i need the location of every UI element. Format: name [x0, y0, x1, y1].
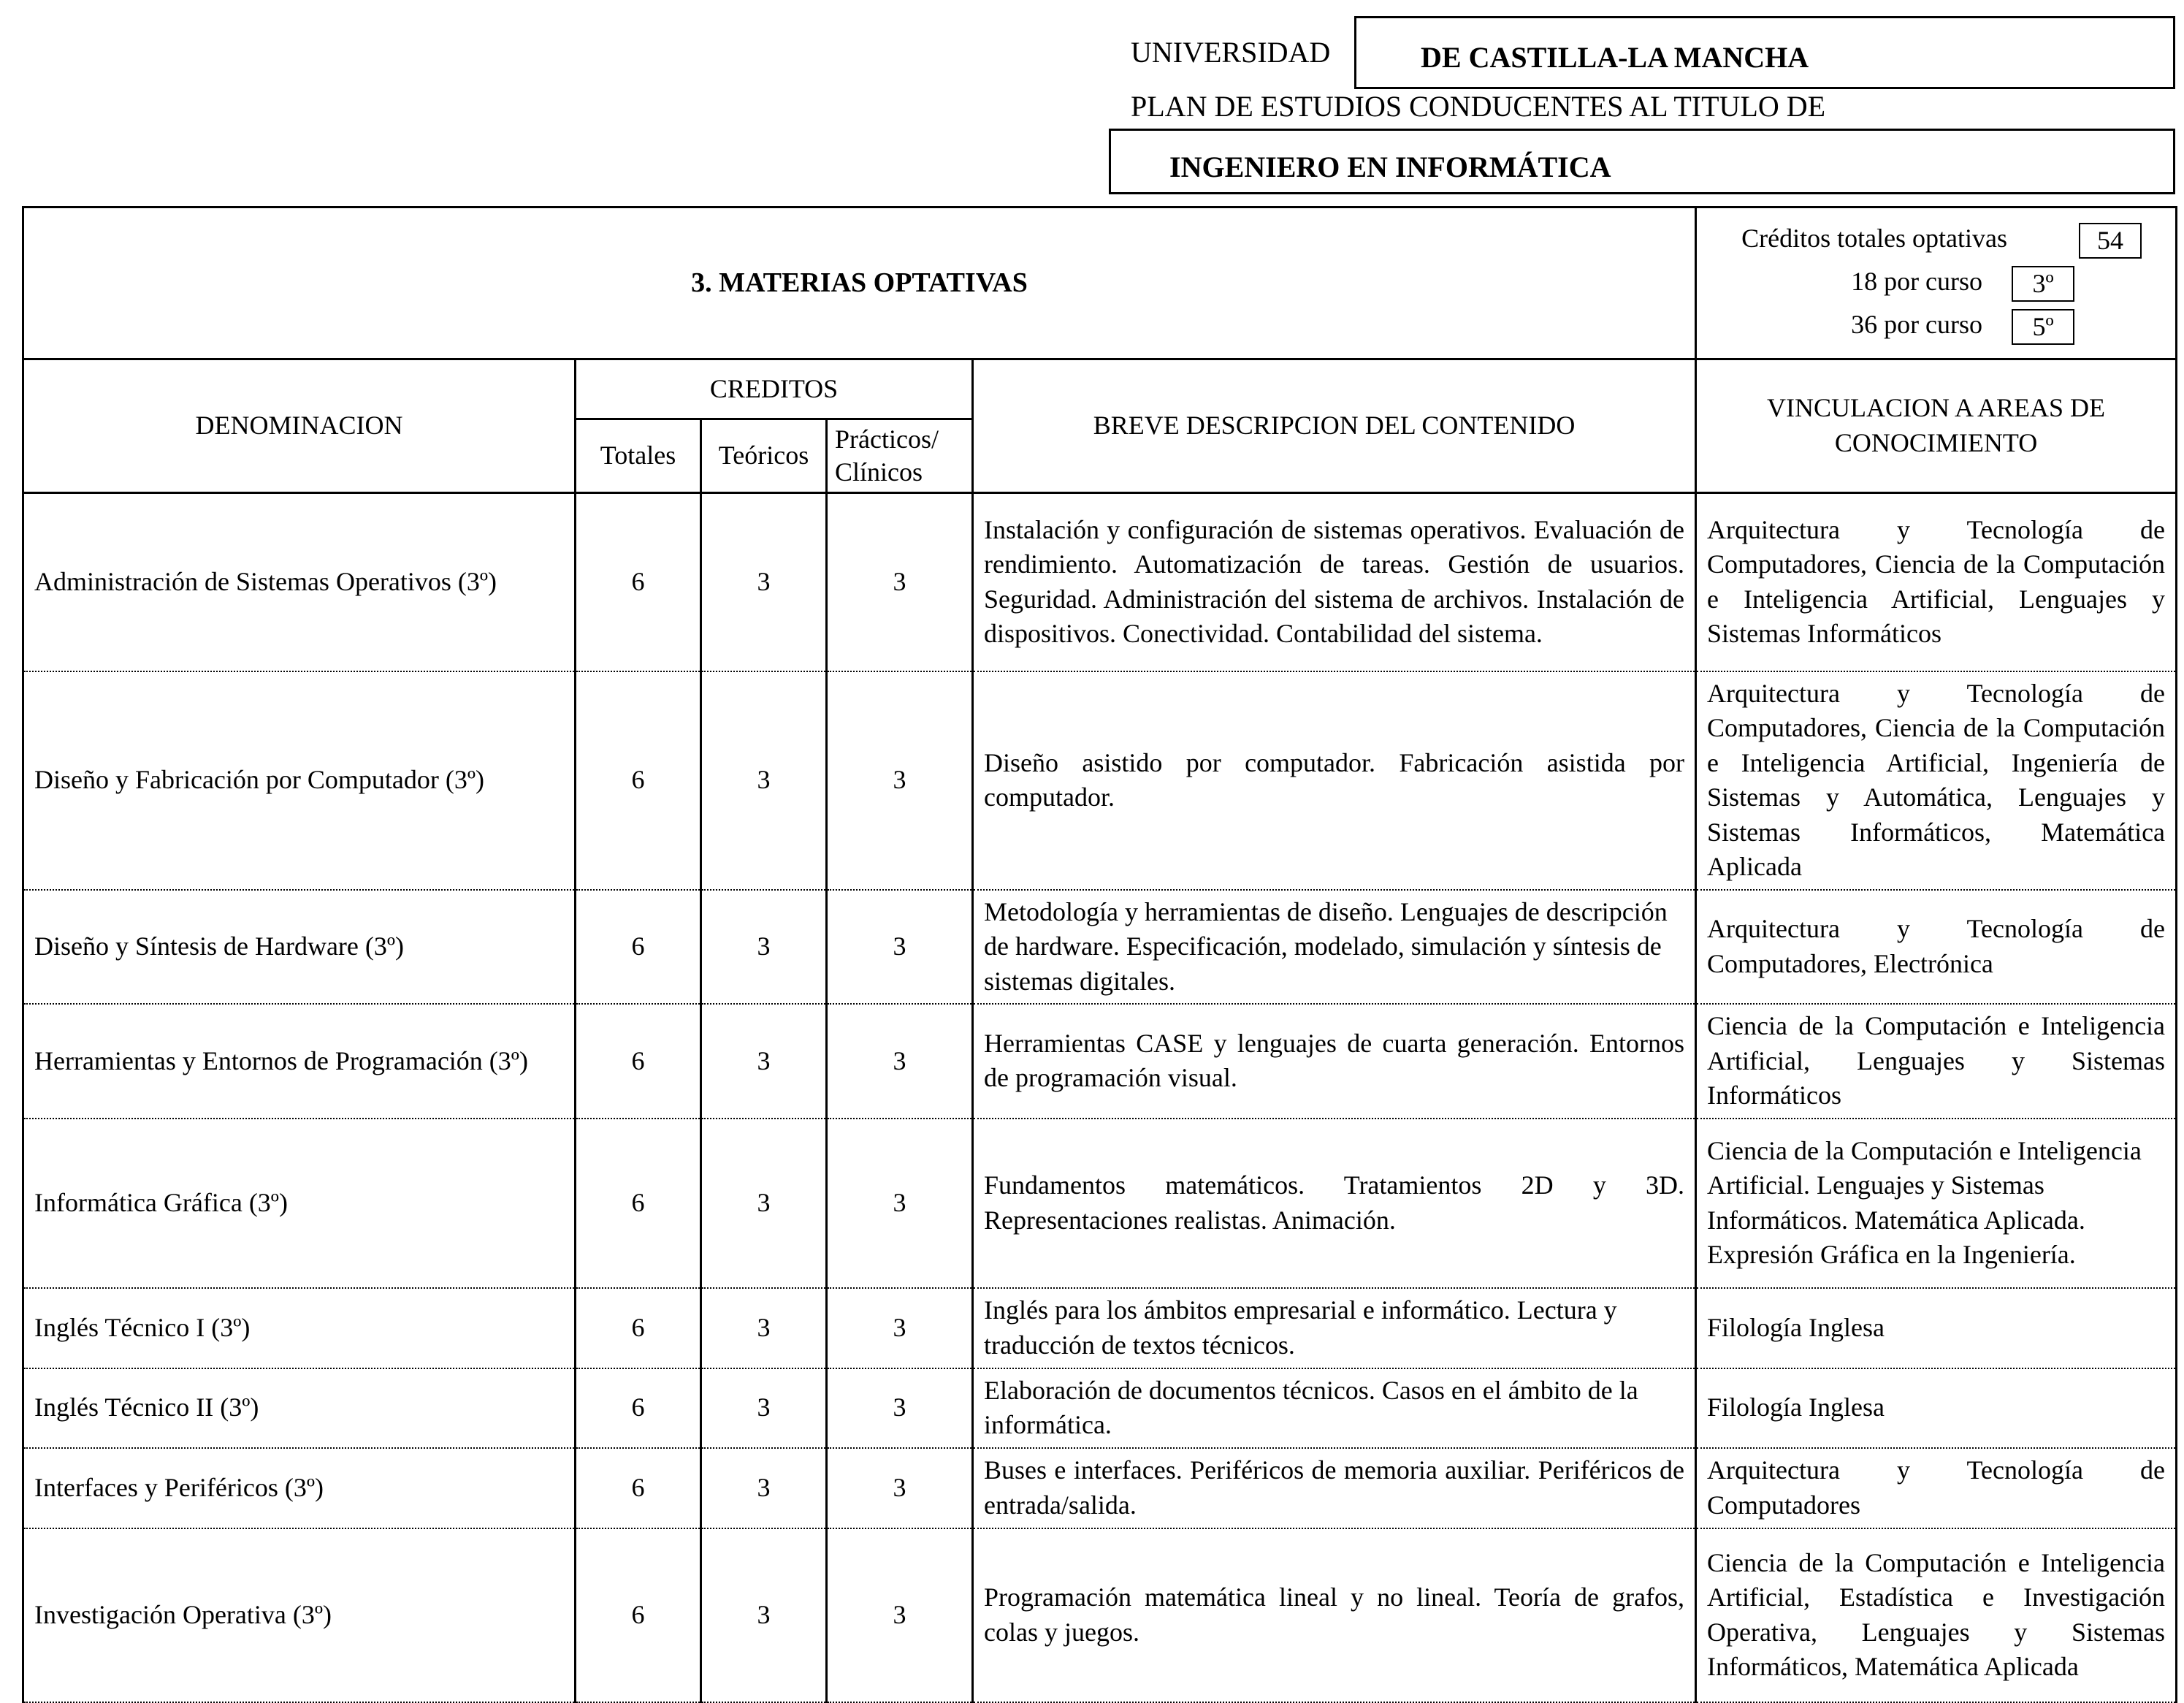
credits-theory: 3 — [701, 493, 827, 671]
university-label: UNIVERSIDAD — [1131, 36, 1331, 69]
credits-totals: 6 — [576, 1288, 701, 1368]
credits-practice: 3 — [827, 890, 973, 1005]
col-totals-header: Totales — [576, 419, 701, 493]
credits-theory: 3 — [701, 890, 827, 1005]
subject-name: Investigación Operativa (3º) — [23, 1528, 576, 1702]
table-row — [23, 1368, 2177, 1448]
subject-description: Buses e interfaces. Periféricos de memoria auxiliar. Periféricos de entrada/salida. — [973, 1448, 1696, 1528]
credits-practice: 3 — [827, 1288, 973, 1368]
credits-practice: 3 — [827, 1368, 973, 1448]
optional-credits-summary — [1696, 207, 2177, 359]
subject-name: Inglés Técnico I (3º) — [23, 1288, 576, 1368]
knowledge-areas: Arquitectura y Tecnología de Computadores, Ciencia de la Computación e Inteligencia Artificial, Ingeniería de Sistemas y Automática, Lenguajes y Sistemas Informáticos, Matemática Aplicada — [1696, 671, 2177, 890]
optional-subjects-table — [22, 206, 2177, 1703]
section-header-row — [23, 207, 2177, 359]
subject-name: Interfaces y Periféricos (3º) — [23, 1448, 576, 1528]
subject-description: Metodología y herramientas de diseño. Lenguajes de descripción de hardware. Especificación, modelado, simulación y síntesis de sistemas digitales. — [973, 890, 1696, 1005]
credits-theory: 3 — [701, 1528, 827, 1702]
knowledge-areas: Ciencia de la Computación e Inteligencia Artificial, Estadística e Investigación Operativa, Lenguajes y Sistemas Informáticos, Matemática Aplicada — [1696, 1528, 2177, 1702]
subject-name: Inglés Técnico II (3º) — [23, 1368, 576, 1448]
knowledge-areas: Filología Inglesa — [1696, 1368, 2177, 1448]
credits-practice: 3 — [827, 671, 973, 890]
col-practice-header: Prácticos/ Clínicos — [827, 419, 973, 493]
credits-totals: 6 — [576, 1004, 701, 1119]
degree-title: INGENIERO EN INFORMÁTICA — [1169, 151, 1611, 183]
subject-name: Diseño y Fabricación por Computador (3º) — [23, 671, 576, 890]
university-name-box — [1354, 16, 2175, 89]
credits-theory: 3 — [701, 1004, 827, 1119]
subject-description: Inglés para los ámbitos empresarial e informático. Lectura y traducción de textos técnicos. — [973, 1288, 1696, 1368]
subject-name: Herramientas y Entornos de Programación (3º) — [23, 1004, 576, 1119]
knowledge-areas: Arquitectura y Tecnología de Computadores, Electrónica — [1696, 890, 2177, 1005]
credits-totals: 6 — [576, 1119, 701, 1288]
subject-description: Instalación y configuración de sistemas operativos. Evaluación de rendimiento. Automatización de tareas. Gestión de usuarios. Seguridad. Administración del sistema de archivos. Instalación de dispositivos. Conectividad. Contabilidad del sistema. — [973, 493, 1696, 671]
col-theory-header: Teóricos — [701, 419, 827, 493]
credits-practice: 3 — [827, 1448, 973, 1528]
university-name: DE CASTILLA-LA MANCHA — [1421, 41, 1809, 74]
per-course-label-1: 18 por curso — [1851, 266, 1983, 296]
per-course-label-2: 36 por curso — [1851, 310, 1983, 340]
credits-totals: 6 — [576, 1368, 701, 1448]
per-course-value-2: 5º — [2012, 309, 2074, 345]
subject-name: Administración de Sistemas Operativos (3º) — [23, 493, 576, 671]
degree-box — [1109, 129, 2175, 194]
total-optional-value: 54 — [2079, 223, 2142, 259]
plan-label: PLAN DE ESTUDIOS CONDUCENTES AL TITULO DE — [1131, 90, 1826, 123]
credits-totals: 6 — [576, 890, 701, 1005]
credits-theory: 3 — [701, 1448, 827, 1528]
table-row — [23, 1119, 2177, 1288]
credits-totals: 6 — [576, 671, 701, 890]
table-row — [23, 1528, 2177, 1702]
credits-theory: 3 — [701, 1288, 827, 1368]
section-title: 3. MATERIAS OPTATIVAS — [23, 207, 1696, 359]
knowledge-areas: Ciencia de la Computación e Inteligencia Artificial, Lenguajes y Sistemas Informáticos — [1696, 1004, 2177, 1119]
total-optional-label: Créditos totales optativas — [1741, 223, 2008, 253]
per-course-value-1: 3º — [2012, 266, 2074, 302]
col-name-header: DENOMINACION — [23, 359, 576, 493]
table-row — [23, 493, 2177, 671]
col-credits-header: CREDITOS — [576, 359, 973, 419]
subject-description: Elaboración de documentos técnicos. Casos en el ámbito de la informática. — [973, 1368, 1696, 1448]
credits-theory: 3 — [701, 1119, 827, 1288]
knowledge-areas: Ciencia de la Computación e Inteligencia Artificial. Lenguajes y Sistemas Informáticos. Matemática Aplicada. Expresión Gráfica en la Ingeniería. — [1696, 1119, 2177, 1288]
credits-practice: 3 — [827, 1004, 973, 1119]
table-row — [23, 671, 2177, 890]
credits-practice: 3 — [827, 493, 973, 671]
subject-description: Herramientas CASE y lenguajes de cuarta generación. Entornos de programación visual. — [973, 1004, 1696, 1119]
subject-description: Programación matemática lineal y no lineal. Teoría de grafos, colas y juegos. — [973, 1528, 1696, 1702]
table-row — [23, 1004, 2177, 1119]
knowledge-areas: Arquitectura y Tecnología de Computadores, Ciencia de la Computación e Inteligencia Artificial, Lenguajes y Sistemas Informáticos — [1696, 493, 2177, 671]
knowledge-areas: Arquitectura y Tecnología de Computadores — [1696, 1448, 2177, 1528]
credits-theory: 3 — [701, 671, 827, 890]
credits-practice: 3 — [827, 1119, 973, 1288]
credits-totals: 6 — [576, 1528, 701, 1702]
column-header-row-1 — [23, 359, 2177, 419]
table-row — [23, 1288, 2177, 1368]
subject-description: Fundamentos matemáticos. Tratamientos 2D y 3D. Representaciones realistas. Animación. — [973, 1119, 1696, 1288]
credits-theory: 3 — [701, 1368, 827, 1448]
subject-description: Diseño asistido por computador. Fabricación asistida por computador. — [973, 671, 1696, 890]
credits-totals: 6 — [576, 1448, 701, 1528]
knowledge-areas: Filología Inglesa — [1696, 1288, 2177, 1368]
table-row — [23, 890, 2177, 1005]
subject-name: Diseño y Síntesis de Hardware (3º) — [23, 890, 576, 1005]
col-areas-header: VINCULACION A AREAS DE CONOCIMIENTO — [1696, 359, 2177, 493]
table-row — [23, 1448, 2177, 1528]
col-description-header: BREVE DESCRIPCION DEL CONTENIDO — [973, 359, 1696, 493]
credits-totals: 6 — [576, 493, 701, 671]
subject-name: Informática Gráfica (3º) — [23, 1119, 576, 1288]
credits-practice: 3 — [827, 1528, 973, 1702]
